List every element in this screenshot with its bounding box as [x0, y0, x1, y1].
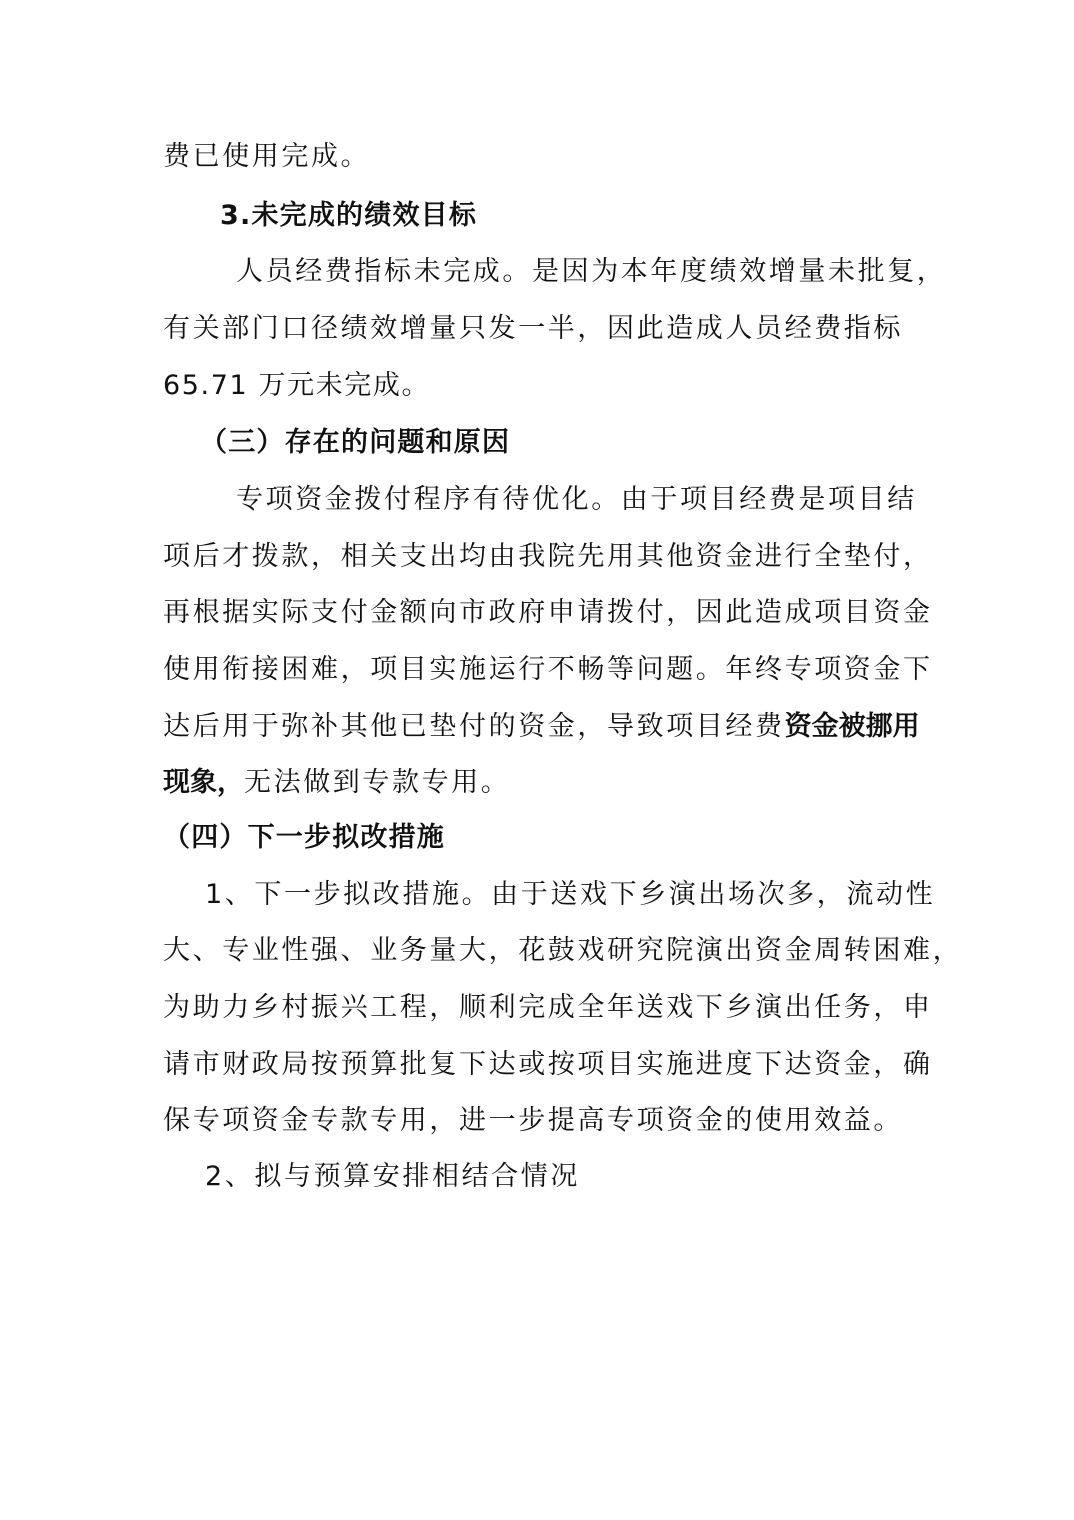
- paragraph-line: 项后才拨款，相关支出均由我院先用其他资金进行全垫付，: [163, 541, 933, 572]
- paragraph-text: 达后用于弥补其他已垫付的资金，导致项目经费: [163, 711, 785, 742]
- paragraph-line: 再根据实际支付金额向市政府申请拨付，因此造成项目资金: [163, 597, 933, 628]
- paragraph-line: 人员经费指标未完成。是因为本年度绩效增量未批复，: [236, 256, 947, 287]
- paragraph-line: 2、拟与预算安排相结合情况: [205, 1161, 580, 1192]
- section-heading-next-steps: （四）下一步拟改措施: [163, 822, 445, 853]
- paragraph-line: 大、专业性强、业务量大，花鼓戏研究院演出资金周转困难，: [163, 935, 963, 966]
- paragraph-line: 专项资金拨付程序有待优化。由于项目经费是项目结: [236, 484, 917, 515]
- paragraph-line: 保专项资金专款专用，进一步提高专项资金的使用效益。: [163, 1105, 903, 1136]
- paragraph-line: 使用衔接困难，项目实施运行不畅等问题。年终专项资金下: [163, 654, 933, 685]
- emphasized-text: 资金被挪用: [784, 711, 920, 742]
- paragraph-line: 65.71 万元未完成。: [163, 370, 431, 401]
- emphasized-text: 现象，: [163, 767, 244, 798]
- paragraph-line: [163, 707, 920, 747]
- paragraph-line: 费已使用完成。: [163, 141, 371, 172]
- section-heading-problems: （三）存在的问题和原因: [200, 427, 511, 458]
- paragraph-line: 请市财政局按预算批复下达或按项目实施进度下达资金，确: [163, 1049, 933, 1080]
- paragraph-line: 有关部门口径绩效增量只发一半，因此造成人员经费指标: [163, 313, 903, 344]
- paragraph-line: 为助力乡村振兴工程，顺利完成全年送戏下乡演出任务，申: [163, 992, 933, 1023]
- paragraph-text: 无法做到专款专用。: [244, 767, 511, 798]
- section-heading-unfinished-targets: 3.未完成的绩效目标: [220, 200, 478, 231]
- paragraph-line: 1、下一步拟改措施。由于送戏下乡演出场次多，流动性: [205, 879, 936, 910]
